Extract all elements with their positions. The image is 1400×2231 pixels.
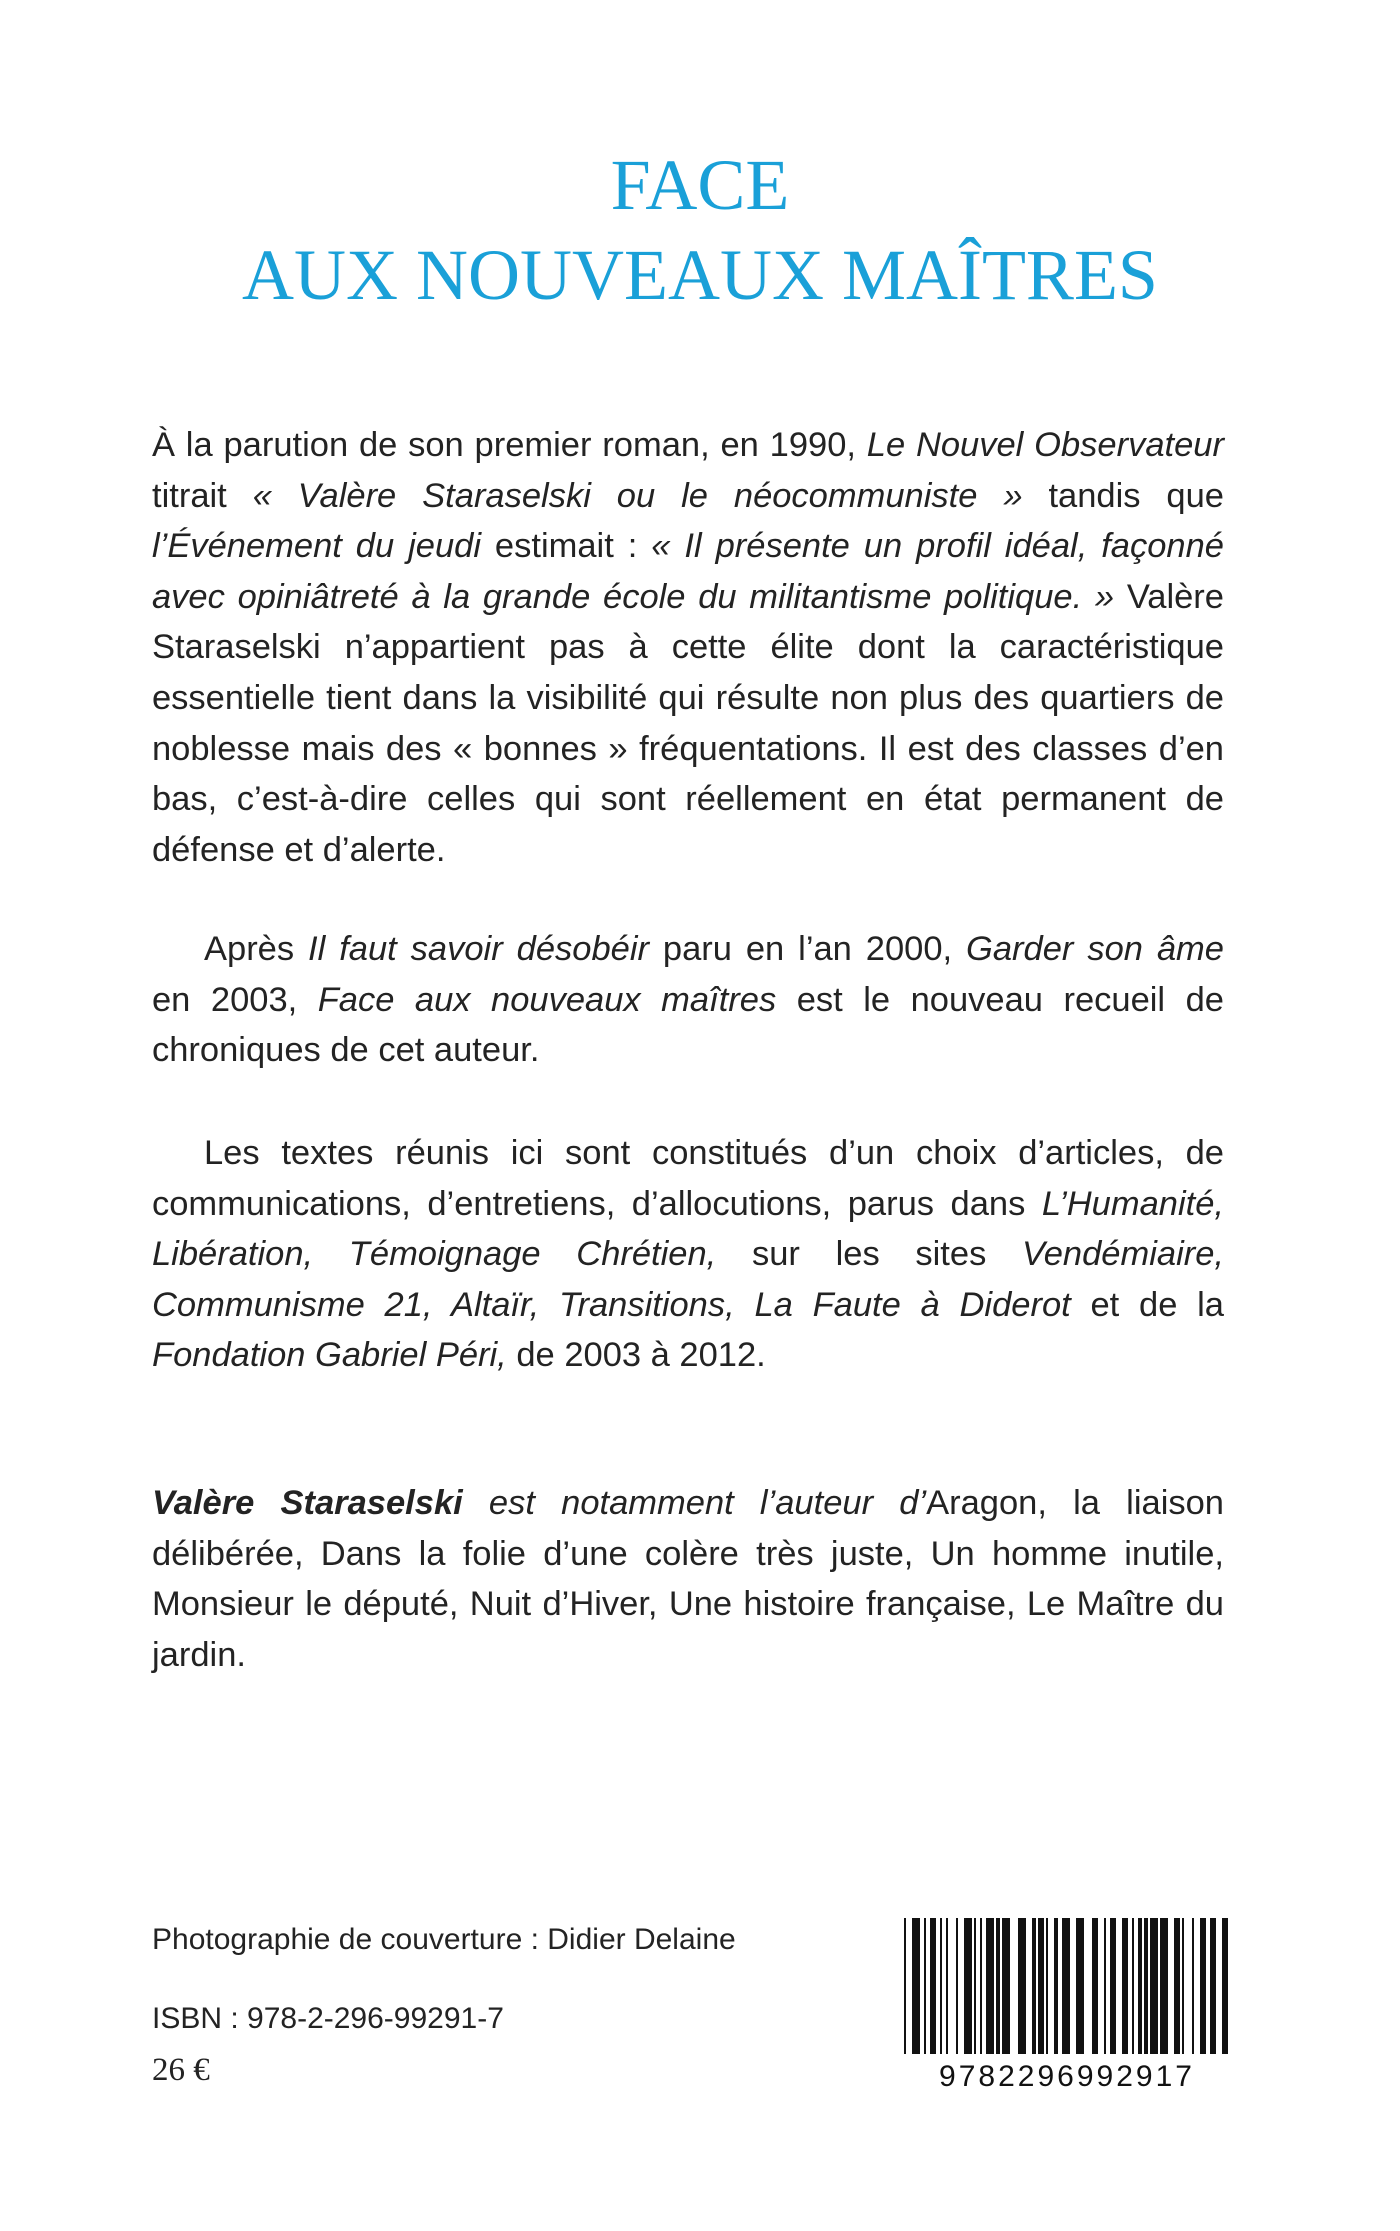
text-run: Valère Staraselski — [152, 1484, 463, 1522]
barcode-bar — [1144, 1918, 1148, 2054]
barcode-bar — [986, 1918, 994, 2054]
barcode-bar — [1076, 1918, 1084, 2054]
barcode-bar — [1002, 1918, 1010, 2054]
text-run: titrait — [152, 476, 253, 515]
barcode-bars — [900, 1918, 1234, 2060]
barcode-bar — [1174, 1918, 1180, 2054]
barcode-bar — [904, 1918, 906, 2054]
barcode-bar — [980, 1918, 982, 2054]
text-run: et de la — [1070, 1285, 1224, 1324]
text-run: paru en l’an 2000, — [648, 930, 967, 968]
text-run: Valère Staraselski n’appartient pas à cette élite dont la caractéristique essentielle tient dans la visibilité qui résulte non plus des quartiers de noblesse mais des « bonnes » fréquentations. Il est des classes d’en bas, c’est-à-dire celles qui sont réellement en état permanent de défense et d’alerte. — [152, 577, 1224, 869]
barcode-bar — [1160, 1918, 1168, 2054]
barcode-bar — [964, 1918, 972, 2054]
text-run: Vendémiaire, Communisme 21, Altaïr, Transitions, La Faute à Diderot — [152, 1235, 1225, 1324]
barcode — [900, 1918, 1234, 2093]
text-run: L’Humanité, Libération, Témoignage Chrétien, — [152, 1184, 1224, 1274]
text-run: sur les sites — [716, 1235, 1023, 1274]
text-run: Garder son âme — [966, 930, 1224, 968]
barcode-bar — [1122, 1918, 1128, 2054]
barcode-bar — [924, 1918, 926, 2054]
barcode-bar — [1182, 1918, 1184, 2054]
barcode-bar — [1104, 1918, 1106, 2054]
text-run: Fondation Gabriel Péri, — [152, 1336, 507, 1375]
barcode-bar — [1200, 1918, 1206, 2054]
text-run: Face aux nouveaux maîtres — [317, 980, 777, 1019]
barcode-bar — [946, 1918, 948, 2054]
text-run: est notamment l’auteur d’ — [462, 1484, 927, 1522]
barcode-bar — [1018, 1918, 1026, 2054]
text-run: « Il présente un profil idéal, façonné avec opiniâtreté à la grande école du militantisme politique. » — [152, 527, 1224, 616]
barcode-bar — [1150, 1918, 1158, 2054]
text-run: Il faut savoir désobéir — [308, 930, 649, 968]
barcode-bar — [1038, 1918, 1044, 2054]
barcode-bar — [956, 1918, 958, 2054]
text-run: est le nouveau recueil de chroniques de cet auteur. — [152, 980, 1224, 1070]
text-run: « Valère Staraselski ou le néocommuniste » — [252, 476, 1023, 515]
paragraph-author-bibliography — [152, 1478, 1224, 1680]
barcode-bar — [1132, 1918, 1134, 2054]
barcode-digits: 9782296992917 — [939, 2060, 1195, 2093]
photo-credit: Photographie de couverture : Didier Delaine — [152, 1923, 736, 1956]
isbn: ISBN : 978-2-296-99291-7 — [152, 2002, 504, 2035]
text-run: À la parution de son premier roman, en 1990, — [152, 426, 867, 464]
text-run: de 2003 à 2012. — [506, 1336, 766, 1375]
barcode-bar — [940, 1918, 942, 2054]
barcode-bar — [974, 1918, 976, 2054]
barcode-bar — [996, 1918, 1000, 2054]
text-run: estimait : — [481, 527, 652, 566]
text-run: en 2003, — [152, 980, 318, 1019]
barcode-bar — [1222, 1918, 1228, 2054]
paragraph-sources — [152, 1128, 1224, 1381]
text-run: Aragon, la liaison délibérée, Dans la folie d’une colère très juste, Un homme inutile, Monsieur le député, Nuit d’Hiver, Une histoire française, Le Maître du jardin. — [152, 1484, 1224, 1674]
title-line-1: FACE — [610, 145, 790, 225]
paragraph-intro — [152, 420, 1224, 875]
barcode-bar — [1192, 1918, 1194, 2054]
text-run: Après — [204, 930, 309, 968]
title-line-2: AUX NOUVEAUX MAÎTRES — [242, 235, 1158, 315]
barcode-bar — [1032, 1918, 1036, 2054]
barcode-bar — [912, 1918, 920, 2054]
barcode-bar — [1092, 1918, 1098, 2054]
barcode-bar — [1138, 1918, 1142, 2054]
barcode-bar — [1210, 1918, 1216, 2054]
paragraph-previous-books — [152, 924, 1224, 1076]
text-run: Les textes réunis ici sont constitués d’un choix d’articles, de communications, d’entretiens, d’allocutions, parus dans — [152, 1134, 1224, 1223]
text-run: tandis que — [1022, 476, 1224, 515]
barcode-bar — [1054, 1918, 1058, 2054]
price: 26 € — [152, 2052, 210, 2088]
barcode-bar — [1046, 1918, 1048, 2054]
barcode-bar — [1110, 1918, 1116, 2054]
barcode-bar — [1062, 1918, 1070, 2054]
text-run: Le Nouvel Observateur — [866, 426, 1224, 464]
text-run: l’Événement du jeudi — [152, 527, 481, 566]
barcode-bar — [930, 1918, 936, 2054]
